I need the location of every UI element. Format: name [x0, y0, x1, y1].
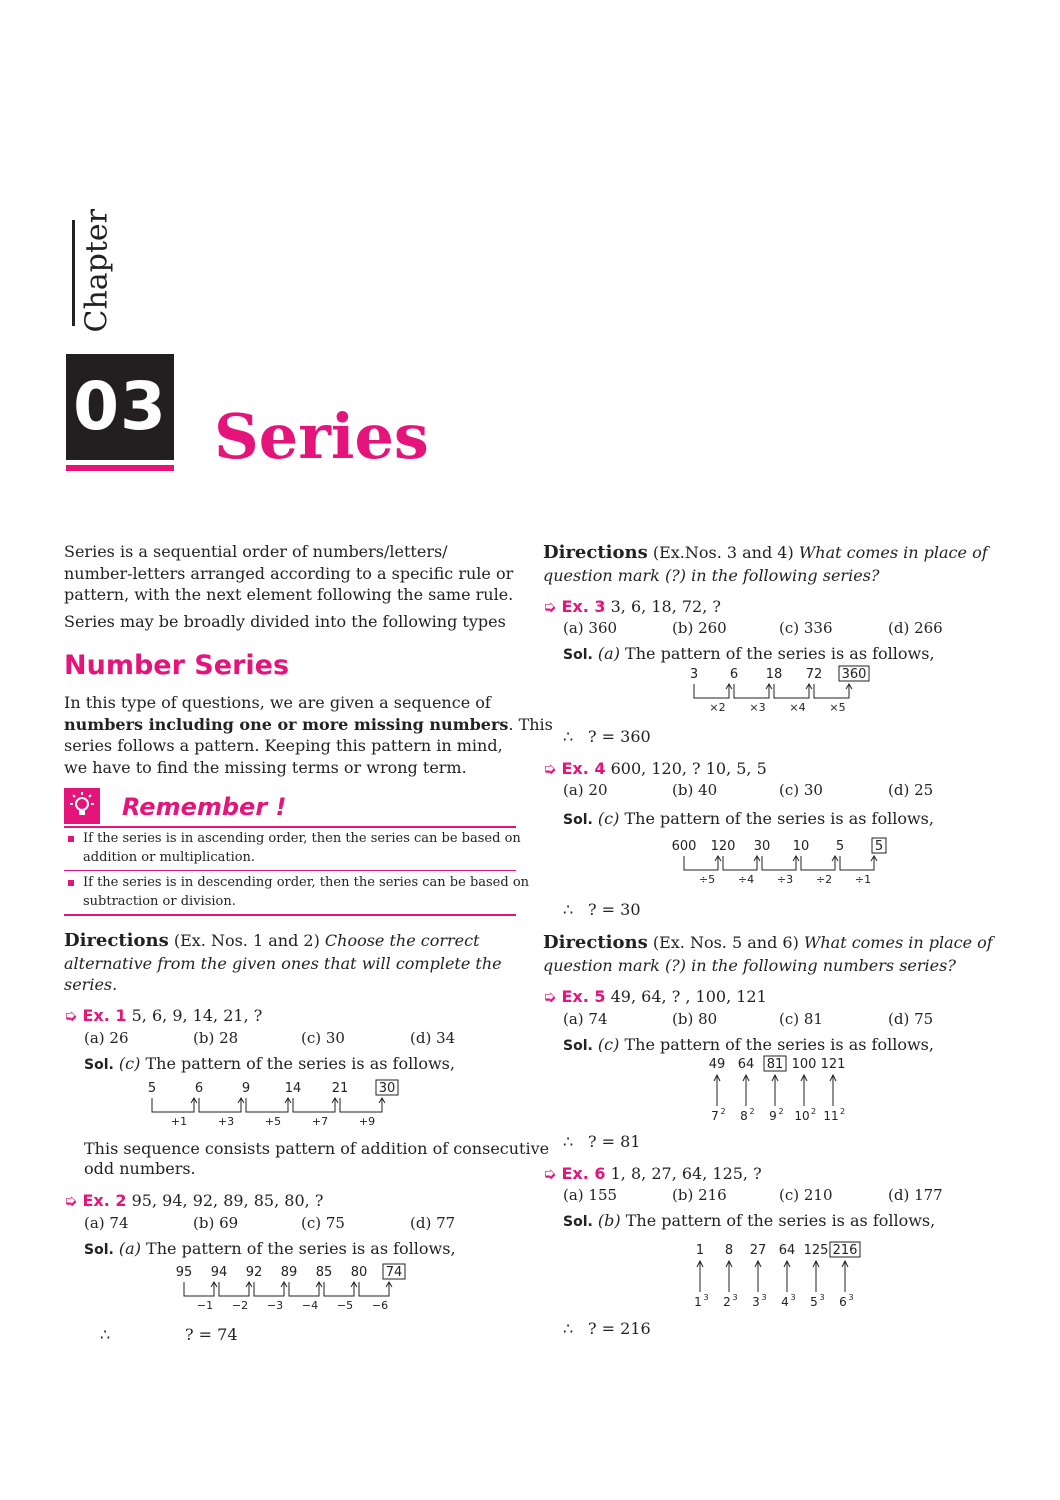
step-operation: ×2	[709, 701, 726, 714]
sol-text: The pattern of the series is as follows,	[619, 809, 934, 828]
directions-1-2-line-3	[64, 974, 117, 996]
step-connector	[762, 856, 796, 870]
directions-text: alternative from the given ones that will complete the	[64, 954, 502, 973]
directions-3-4-line-2	[543, 565, 879, 587]
series-term: 5	[147, 1081, 157, 1096]
intro-line-1: Series is a sequential order of numbers/letters/	[64, 542, 448, 561]
ex1-series: 5, 6, 9, 14, 21, ?	[131, 1006, 263, 1025]
ex3-pattern-diagram	[680, 664, 880, 720]
power-exponent: 3	[732, 1293, 738, 1302]
directions-range: (Ex. Nos. 5 and 6)	[647, 933, 804, 952]
step-operation: +3	[217, 1115, 235, 1128]
intro-line-2: number-letters arranged according to a specific rule or	[64, 564, 514, 583]
step-operation: ÷1	[854, 873, 872, 886]
step-operation: −6	[371, 1299, 389, 1312]
sol-choice: (c)	[597, 1035, 620, 1054]
sol-choice: (a)	[597, 644, 620, 663]
remember-bullet	[68, 836, 74, 842]
ex1-pattern-diagram	[140, 1078, 410, 1130]
series-term: 5	[835, 839, 845, 854]
series-term: 216	[832, 1243, 858, 1258]
ex1-option-c: (c) 30	[301, 1029, 345, 1047]
directions-range: (Ex.Nos. 3 and 4)	[647, 543, 799, 562]
power-exponent: 3	[790, 1293, 796, 1302]
ex2-option-b: (b) 69	[193, 1214, 239, 1232]
bulb-icon	[64, 788, 100, 824]
directions-1-2-line-1	[64, 930, 480, 952]
series-term: 3	[689, 667, 699, 682]
ex2-pattern-diagram	[170, 1262, 410, 1314]
series-term: 95	[175, 1265, 193, 1280]
series-term: 120	[710, 839, 736, 854]
ex4-answer: ? = 30	[588, 900, 641, 919]
ex2-therefore: ∴	[100, 1325, 111, 1344]
sol-label: Sol.	[563, 1038, 593, 1054]
ex6-series: 1, 8, 27, 64, 125, ?	[610, 1164, 762, 1183]
ex6-solution	[563, 1210, 935, 1233]
directions-range: (Ex. Nos. 1 and 2)	[168, 931, 325, 950]
series-term: 94	[210, 1265, 228, 1280]
directions-text: Choose the correct	[324, 931, 480, 950]
step-operation: ÷5	[698, 873, 716, 886]
power-exponent: 3	[848, 1293, 854, 1302]
chapter-title: Series	[214, 400, 429, 473]
power-base: 7	[711, 1109, 719, 1123]
ex5-option-b: (b) 80	[672, 1010, 718, 1028]
ex2-label: Ex. 2	[82, 1191, 127, 1210]
series-term: 121	[820, 1057, 846, 1072]
power-base: 6	[839, 1295, 847, 1309]
power-exponent: 3	[761, 1293, 767, 1302]
series-term: 81	[766, 1057, 784, 1072]
ex4-solution	[563, 808, 934, 831]
series-term: 49	[708, 1057, 726, 1072]
ex2-option-c: (c) 75	[301, 1214, 345, 1232]
ex2-answer: ? = 74	[185, 1325, 238, 1344]
ex5-option-c: (c) 81	[779, 1010, 823, 1028]
ex1-option-a: (a) 26	[84, 1029, 129, 1047]
remember-item-1-line-2: addition or multiplication.	[83, 850, 256, 865]
step-connector	[801, 856, 835, 870]
power-base: 3	[752, 1295, 760, 1309]
series-term: 30	[378, 1081, 396, 1096]
step-operation: −3	[266, 1299, 284, 1312]
step-connector	[359, 1282, 389, 1296]
ex3-option-b: (b) 260	[672, 619, 727, 637]
sol-label: Sol.	[84, 1242, 114, 1258]
step-connector	[694, 684, 729, 698]
step-operation: −2	[231, 1299, 249, 1312]
power-exponent: 2	[720, 1107, 726, 1116]
step-connector	[774, 684, 809, 698]
ex4-option-a: (a) 20	[563, 781, 608, 799]
step-operation: ÷2	[815, 873, 833, 886]
series-term: 5	[874, 839, 884, 854]
chapter-label	[70, 208, 120, 333]
ex2-series: 95, 94, 92, 89, 85, 80, ?	[131, 1191, 324, 1210]
ex3-series: 3, 6, 18, 72, ?	[610, 597, 721, 616]
step-connector	[324, 1282, 354, 1296]
series-term: 8	[724, 1243, 734, 1258]
ex6-pattern-diagram	[686, 1240, 866, 1312]
chapter-word: Chapter	[79, 208, 115, 333]
series-term: 85	[315, 1265, 333, 1280]
step-operation: −1	[196, 1299, 214, 1312]
ex5-option-a: (a) 74	[563, 1010, 608, 1028]
ex6-answer: ? = 216	[588, 1319, 651, 1338]
step-connector	[814, 684, 849, 698]
sol-choice: (c)	[597, 809, 620, 828]
chapter-rule	[72, 220, 75, 326]
series-term: 125	[803, 1243, 829, 1258]
step-operation: ×5	[829, 701, 846, 714]
step-operation: ÷4	[737, 873, 755, 886]
ex6-option-d: (d) 177	[888, 1186, 943, 1204]
sol-choice: (a)	[118, 1239, 141, 1258]
power-base: 4	[781, 1295, 789, 1309]
step-connector	[152, 1098, 194, 1112]
ex5-option-d: (d) 75	[888, 1010, 934, 1028]
series-term: 27	[749, 1243, 767, 1258]
step-connector	[293, 1098, 335, 1112]
directions-3-4-line-1	[543, 542, 988, 564]
ex4-option-b: (b) 40	[672, 781, 718, 799]
remember-bullet	[68, 880, 74, 886]
step-connector	[289, 1282, 319, 1296]
step-operation: ×4	[789, 701, 806, 714]
sol-text: The pattern of the series is as follows,	[619, 644, 935, 663]
directions-label: Directions	[64, 930, 169, 951]
power-exponent: 3	[819, 1293, 825, 1302]
power-exponent: 2	[778, 1107, 784, 1116]
directions-text: series.	[64, 975, 118, 994]
sol-label: Sol.	[563, 1214, 593, 1230]
ex1-option-b: (b) 28	[193, 1029, 239, 1047]
directions-label: Directions	[543, 542, 648, 563]
ex6-option-c: (c) 210	[779, 1186, 833, 1204]
directions-1-2-line-2	[64, 953, 502, 975]
directions-text: question mark (?) in the following numbers series?	[543, 956, 956, 975]
step-connector	[219, 1282, 249, 1296]
ex6-option-a: (a) 155	[563, 1186, 618, 1204]
sol-text: The pattern of the series is as follows,	[620, 1211, 936, 1230]
step-operation: +9	[358, 1115, 376, 1128]
sol-label: Sol.	[563, 812, 593, 828]
step-operation: ÷3	[776, 873, 794, 886]
ex5-series: 49, 64, ? , 100, 121	[610, 987, 767, 1006]
step-connector	[184, 1282, 214, 1296]
series-term: 80	[350, 1265, 368, 1280]
ex1-question	[64, 1005, 262, 1027]
ex2-solution	[84, 1238, 456, 1261]
step-connector	[246, 1098, 288, 1112]
ex1-option-d: (d) 34	[410, 1029, 456, 1047]
ex5-question	[543, 986, 767, 1008]
ex6-option-b: (b) 216	[672, 1186, 727, 1204]
ex3-question	[543, 596, 721, 618]
sol-text: The pattern of the series is as follows,	[619, 1035, 934, 1054]
ex1-solution	[84, 1053, 455, 1076]
series-term: 6	[194, 1081, 204, 1096]
step-operation: +5	[264, 1115, 282, 1128]
series-term: 92	[245, 1265, 263, 1280]
power-base: 10	[794, 1109, 810, 1123]
arrow-right-icon: ➭	[543, 987, 557, 1006]
ex3-label: Ex. 3	[561, 597, 606, 616]
remember-title: Remember !	[122, 793, 287, 821]
ex2-option-d: (d) 77	[410, 1214, 456, 1232]
step-connector	[254, 1282, 284, 1296]
sol-text: The pattern of the series is as follows,	[140, 1239, 456, 1258]
power-base: 1	[694, 1295, 702, 1309]
step-connector	[199, 1098, 241, 1112]
step-operation: −5	[336, 1299, 354, 1312]
ex3-option-c: (c) 336	[779, 619, 833, 637]
power-base: 5	[810, 1295, 818, 1309]
chapter-number-underline	[66, 465, 174, 471]
power-base: 9	[769, 1109, 777, 1123]
series-term: 89	[280, 1265, 298, 1280]
arrow-right-icon: ➭	[543, 597, 557, 616]
directions-label: Directions	[543, 932, 648, 953]
series-term: 14	[284, 1081, 302, 1096]
remember-divider-mid	[64, 870, 516, 871]
ex1-label: Ex. 1	[82, 1006, 127, 1025]
ex4-option-c: (c) 30	[779, 781, 823, 799]
ex2-question	[64, 1190, 323, 1212]
series-term: 64	[737, 1057, 755, 1072]
ex1-note-line-2: odd numbers.	[84, 1159, 196, 1178]
sol-text: The pattern of the series is as follows,	[140, 1054, 455, 1073]
ex6-therefore: ∴	[563, 1319, 574, 1338]
intro-line-4: Series may be broadly divided into the following types	[64, 612, 506, 631]
ex3-therefore: ∴	[563, 727, 574, 746]
sol-choice: (c)	[118, 1054, 141, 1073]
ex2-option-a: (a) 74	[84, 1214, 129, 1232]
ex3-answer: ? = 360	[588, 727, 651, 746]
sol-choice: (b)	[597, 1211, 621, 1230]
ex3-option-a: (a) 360	[563, 619, 618, 637]
directions-5-6-line-1	[543, 932, 993, 954]
chapter-number: 03	[66, 354, 174, 460]
step-connector	[734, 684, 769, 698]
series-term: 18	[765, 667, 783, 682]
ns-paragraph-line-3: series follows a pattern. Keeping this pattern in mind,	[64, 736, 503, 755]
sol-label: Sol.	[563, 647, 593, 663]
step-operation: ×3	[749, 701, 766, 714]
power-base: 8	[740, 1109, 748, 1123]
directions-text: What comes in place of	[803, 933, 993, 952]
remember-item-2-line-2: subtraction or division.	[83, 894, 236, 909]
ex5-pattern-diagram	[700, 1054, 860, 1126]
ex1-note-line-1: This sequence consists pattern of addition of consecutive	[84, 1139, 550, 1158]
ex4-label: Ex. 4	[561, 759, 606, 778]
arrow-right-icon: ➭	[543, 1164, 557, 1183]
series-term: 74	[385, 1265, 403, 1280]
directions-text: question mark (?) in the following series?	[543, 566, 880, 585]
ex6-question	[543, 1163, 762, 1185]
power-base: 11	[823, 1109, 839, 1123]
ns-paragraph-line-2-rest: . This	[508, 715, 553, 734]
remember-item-2-line-1: If the series is in descending order, then the series can be based on	[83, 875, 530, 890]
step-operation: +1	[170, 1115, 188, 1128]
remember-divider-bottom	[64, 914, 516, 916]
ns-paragraph-line-1: In this type of questions, we are given a sequence of	[64, 693, 491, 712]
step-connector	[340, 1098, 382, 1112]
remember-divider-top	[64, 826, 516, 828]
power-exponent: 2	[749, 1107, 755, 1116]
step-operation: −4	[301, 1299, 319, 1312]
number-series-heading: Number Series	[64, 650, 290, 681]
ex4-question	[543, 758, 767, 780]
step-operation: +7	[311, 1115, 329, 1128]
step-connector	[684, 856, 718, 870]
ex4-therefore: ∴	[563, 900, 574, 919]
series-term: 30	[753, 839, 771, 854]
series-term: 600	[671, 839, 697, 854]
power-exponent: 3	[703, 1293, 709, 1302]
directions-5-6-line-2	[543, 955, 956, 977]
ex5-answer: ? = 81	[588, 1132, 641, 1151]
arrow-right-icon: ➭	[64, 1191, 78, 1210]
power-exponent: 2	[811, 1107, 817, 1116]
ns-paragraph-line-2	[64, 714, 553, 736]
series-term: 360	[841, 667, 867, 682]
ex3-option-d: (d) 266	[888, 619, 943, 637]
series-term: 72	[805, 667, 823, 682]
series-term: 9	[241, 1081, 251, 1096]
power-exponent: 2	[840, 1107, 846, 1116]
series-term: 6	[729, 667, 739, 682]
ex4-series: 600, 120, ? 10, 5, 5	[610, 759, 767, 778]
arrow-right-icon: ➭	[543, 759, 557, 778]
arrow-right-icon: ➭	[64, 1006, 78, 1025]
step-connector	[723, 856, 757, 870]
power-base: 2	[723, 1295, 731, 1309]
sol-label: Sol.	[84, 1057, 114, 1073]
directions-text: What comes in place of	[798, 543, 988, 562]
series-term: 1	[695, 1243, 705, 1258]
intro-line-3: pattern, with the next element following the same rule.	[64, 585, 514, 604]
ns-bold-phrase: numbers including one or more missing numbers	[64, 715, 509, 734]
ex5-label: Ex. 5	[561, 987, 606, 1006]
ex4-pattern-diagram	[668, 836, 898, 892]
step-connector	[840, 856, 874, 870]
series-term: 21	[331, 1081, 349, 1096]
series-term: 64	[778, 1243, 796, 1258]
ex6-label: Ex. 6	[561, 1164, 606, 1183]
ex4-option-d: (d) 25	[888, 781, 934, 799]
series-term: 10	[792, 839, 810, 854]
ex5-therefore: ∴	[563, 1132, 574, 1151]
ns-paragraph-line-4: we have to find the missing terms or wrong term.	[64, 758, 467, 777]
remember-item-1-line-1: If the series is in ascending order, then the series can be based on	[83, 831, 521, 846]
ex3-solution	[563, 643, 935, 666]
series-term: 100	[791, 1057, 817, 1072]
